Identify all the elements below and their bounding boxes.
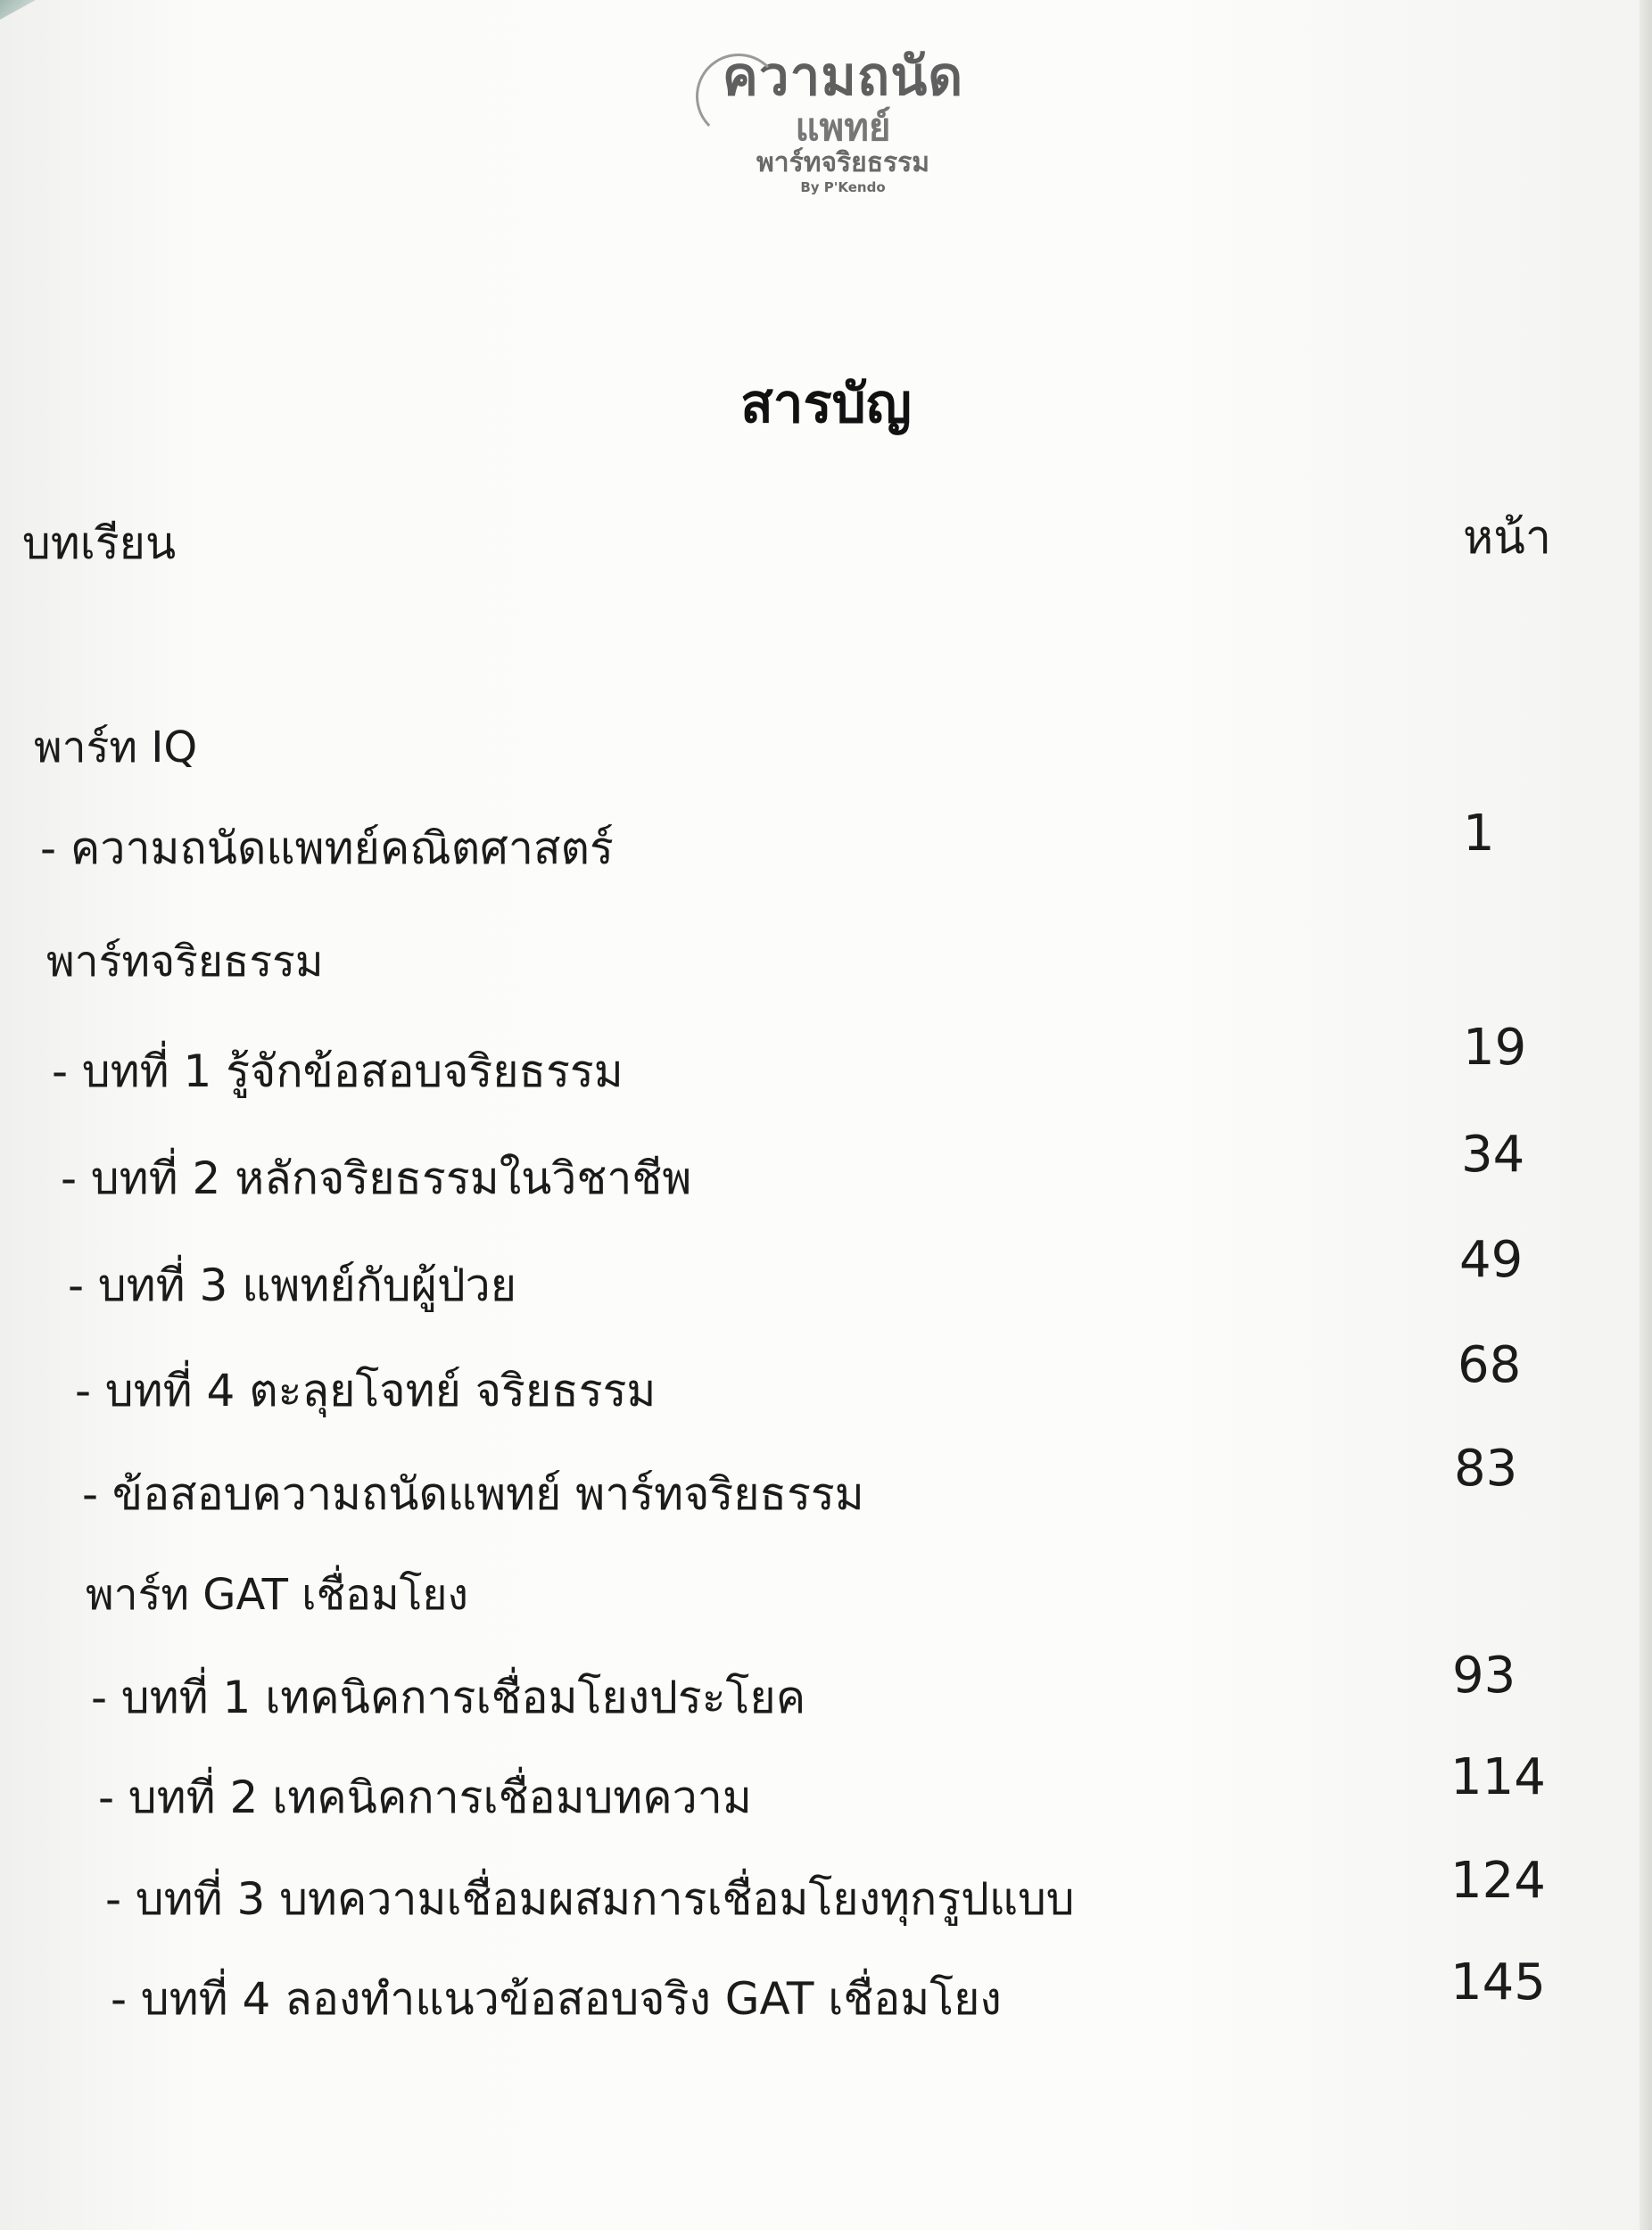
logo-byline: By P'Kendo	[800, 179, 886, 195]
logo-ring-icon	[696, 54, 781, 139]
toc-entry: - บทที่ 1 เทคนิคการเชื่อมโยงประโยค	[91, 1672, 806, 1723]
page-edge-shadow	[1640, 0, 1652, 2230]
logo-line-2: แพทย์	[795, 105, 891, 149]
column-header-page: หน้า	[1463, 511, 1552, 565]
toc-entry: - ความถนัดแพทย์คณิตศาสตร์	[40, 822, 614, 874]
toc-section-gat: พาร์ท GAT เชื่อมโยง	[86, 1570, 468, 1620]
toc-entry: - บทที่ 1 รู้จักข้อสอบจริยธรรม	[52, 1045, 624, 1097]
toc-section-ethics: พาร์ทจริยธรรม	[46, 937, 324, 987]
toc-entry: - บทที่ 4 ตะลุยโจทย์ จริยธรรม	[75, 1365, 657, 1416]
toc-entry: - บทที่ 2 เทคนิคการเชื่อมบทความ	[98, 1772, 752, 1823]
toc-page-number: 68	[1458, 1336, 1522, 1394]
toc-entry: - บทที่ 3 แพทย์กับผู้ป่วย	[68, 1260, 517, 1311]
logo-line-3: พาร์ทจริยธรรม	[756, 147, 930, 178]
toc-page-number: 145	[1450, 1953, 1546, 2011]
column-header-lessons: บทเรียน	[22, 517, 177, 569]
toc-page-number: 114	[1450, 1748, 1546, 1806]
toc-page-number: 83	[1454, 1440, 1518, 1498]
page-title: สารบัญ	[740, 373, 912, 435]
toc-page-number: 19	[1463, 1019, 1527, 1077]
toc-section-iq: พาร์ท IQ	[34, 723, 198, 772]
toc-page-number: 93	[1452, 1647, 1516, 1705]
toc-entry: - บทที่ 4 ลองทำแนวข้อสอบจริง GAT เชื่อมโยง	[111, 1973, 1002, 2025]
toc-entry: - ข้อสอบความถนัดแพทย์ พาร์ทจริยธรรม	[82, 1468, 864, 1520]
toc-entry: - บทที่ 2 หลักจริยธรรมในวิชาชีพ	[61, 1152, 692, 1204]
book-logo	[687, 46, 999, 216]
toc-page-number: 34	[1461, 1126, 1525, 1184]
toc-entry: - บทที่ 3 บทความเชื่อมผสมการเชื่อมโยงทุกรูปแบบ	[105, 1873, 1075, 1925]
toc-page-number: 1	[1463, 805, 1495, 863]
toc-page-number: 49	[1459, 1231, 1524, 1289]
page-corner-shadow	[0, 0, 36, 20]
toc-page-number: 124	[1450, 1852, 1546, 1910]
logo-line-1: ความถนัด	[722, 45, 964, 108]
